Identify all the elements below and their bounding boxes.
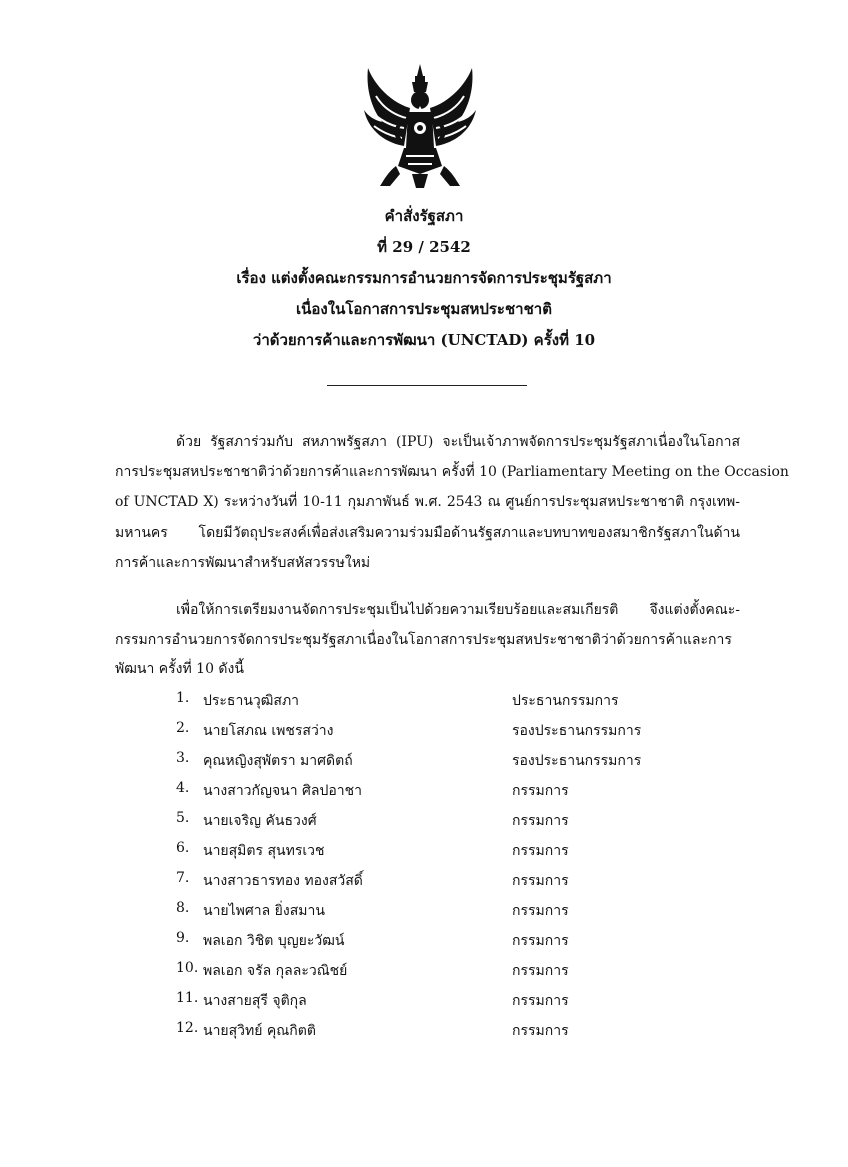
member-name: นายสุวิทย์ คุณกิตติ	[203, 1023, 316, 1039]
member-name: นายโสภณ เพชรสว่าง	[203, 723, 334, 739]
member-role: กรรมการ	[512, 933, 569, 949]
member-name: ประธานวุฒิสภา	[203, 693, 300, 709]
member-role: ประธานกรรมการ	[512, 693, 619, 709]
member-row	[0, 810, 848, 832]
member-role: กรรมการ	[512, 813, 569, 829]
member-row	[0, 840, 848, 862]
member-number: 6.	[176, 840, 190, 856]
member-number: 3.	[176, 750, 190, 766]
member-role: กรรมการ	[512, 993, 569, 1009]
member-row	[0, 870, 848, 892]
garuda-emblem	[360, 62, 480, 190]
member-row	[0, 1020, 848, 1042]
member-number: 10.	[176, 960, 199, 976]
member-number: 8.	[176, 900, 190, 916]
member-number: 2.	[176, 720, 190, 736]
subject-line-2: เนื่องในโอกาสการประชุมสหประชาชาติ	[296, 300, 552, 318]
order-title: คำสั่งรัฐสภา	[384, 207, 464, 225]
member-number: 5.	[176, 810, 190, 826]
member-name: นายไพศาล ยิ่งสมาน	[203, 903, 325, 919]
paragraph1-line2: การประชุมสหประชาชาติว่าด้วยการค้าและการพัฒนา ครั้งที่ 10 (Parliamentary Meeting on the Occasion	[115, 464, 789, 480]
member-number: 9.	[176, 930, 190, 946]
member-name: นางสายสุรี จุติกุล	[203, 993, 307, 1009]
member-row	[0, 690, 848, 712]
member-number: 12.	[176, 1020, 199, 1036]
member-row	[0, 990, 848, 1012]
paragraph1-line1: ด้วย รัฐสภาร่วมกับ สหภาพรัฐสภา (IPU) จะเป็นเจ้าภาพจัดการประชุมรัฐสภาเนื่องในโอกาส	[176, 434, 740, 450]
member-row	[0, 930, 848, 952]
member-name: คุณหญิงสุพัตรา มาศดิตถ์	[203, 753, 353, 769]
member-name: พลเอก จรัล กุลละวณิชย์	[203, 963, 348, 979]
paragraph2-line2: กรรมการอำนวยการจัดการประชุมรัฐสภาเนื่องในโอกาสการประชุมสหประชาชาติว่าด้วยการค้าและการ	[115, 632, 732, 648]
member-row	[0, 900, 848, 922]
member-name: นางสาวธารทอง ทองสวัสดิ์	[203, 873, 363, 889]
member-number: 4.	[176, 780, 190, 796]
member-row	[0, 720, 848, 742]
member-row	[0, 780, 848, 802]
member-row	[0, 750, 848, 772]
member-name: นายสุมิตร สุนทรเวช	[203, 843, 325, 859]
paragraph1-line5: การค้าและการพัฒนาสำหรับสหัสวรรษใหม่	[115, 555, 371, 571]
member-role: กรรมการ	[512, 783, 569, 799]
member-name: นายเจริญ คันธวงศ์	[203, 813, 317, 829]
subject-line-1: เรื่อง แต่งตั้งคณะกรรมการอำนวยการจัดการประชุมรัฐสภา	[236, 269, 612, 287]
paragraph2-line3: พัฒนา ครั้งที่ 10 ดังนี้	[115, 661, 244, 677]
member-role: รองประธานกรรมการ	[512, 723, 642, 739]
member-number: 7.	[176, 870, 190, 886]
paragraph2-line1: เพื่อให้การเตรียมงานจัดการประชุมเป็นไปด้วยความเรียบร้อยและสมเกียรติ จึงแต่งตั้งคณะ-	[176, 602, 740, 618]
member-name: พลเอก วิชิต บุญยะวัฒน์	[203, 933, 345, 949]
member-role: กรรมการ	[512, 963, 569, 979]
header-divider	[327, 385, 527, 386]
member-number: 1.	[176, 690, 190, 706]
member-role: กรรมการ	[512, 873, 569, 889]
member-role: กรรมการ	[512, 903, 569, 919]
member-row	[0, 960, 848, 982]
member-name: นางสาวกัญจนา ศิลปอาชา	[203, 783, 363, 799]
member-number: 11.	[176, 990, 199, 1006]
member-role: รองประธานกรรมการ	[512, 753, 642, 769]
order-number: ที่ 29 / 2542	[377, 238, 471, 256]
paragraph1-line4: มหานคร โดยมีวัตถุประสงค์เพื่อส่งเสริมความร่วมมือด้านรัฐสภาและบทบาทของสมาชิกรัฐสภาในด้าน	[115, 525, 740, 541]
paragraph1-line3: of UNCTAD X) ระหว่างวันที่ 10-11 กุมภาพันธ์ พ.ศ. 2543 ณ ศูนย์การประชุมสหประชาชาติ กรุงเทพ-	[115, 494, 740, 510]
member-role: กรรมการ	[512, 1023, 569, 1039]
member-role: กรรมการ	[512, 843, 569, 859]
subject-line-3: ว่าด้วยการค้าและการพัฒนา (UNCTAD) ครั้งที่ 10	[252, 331, 596, 349]
